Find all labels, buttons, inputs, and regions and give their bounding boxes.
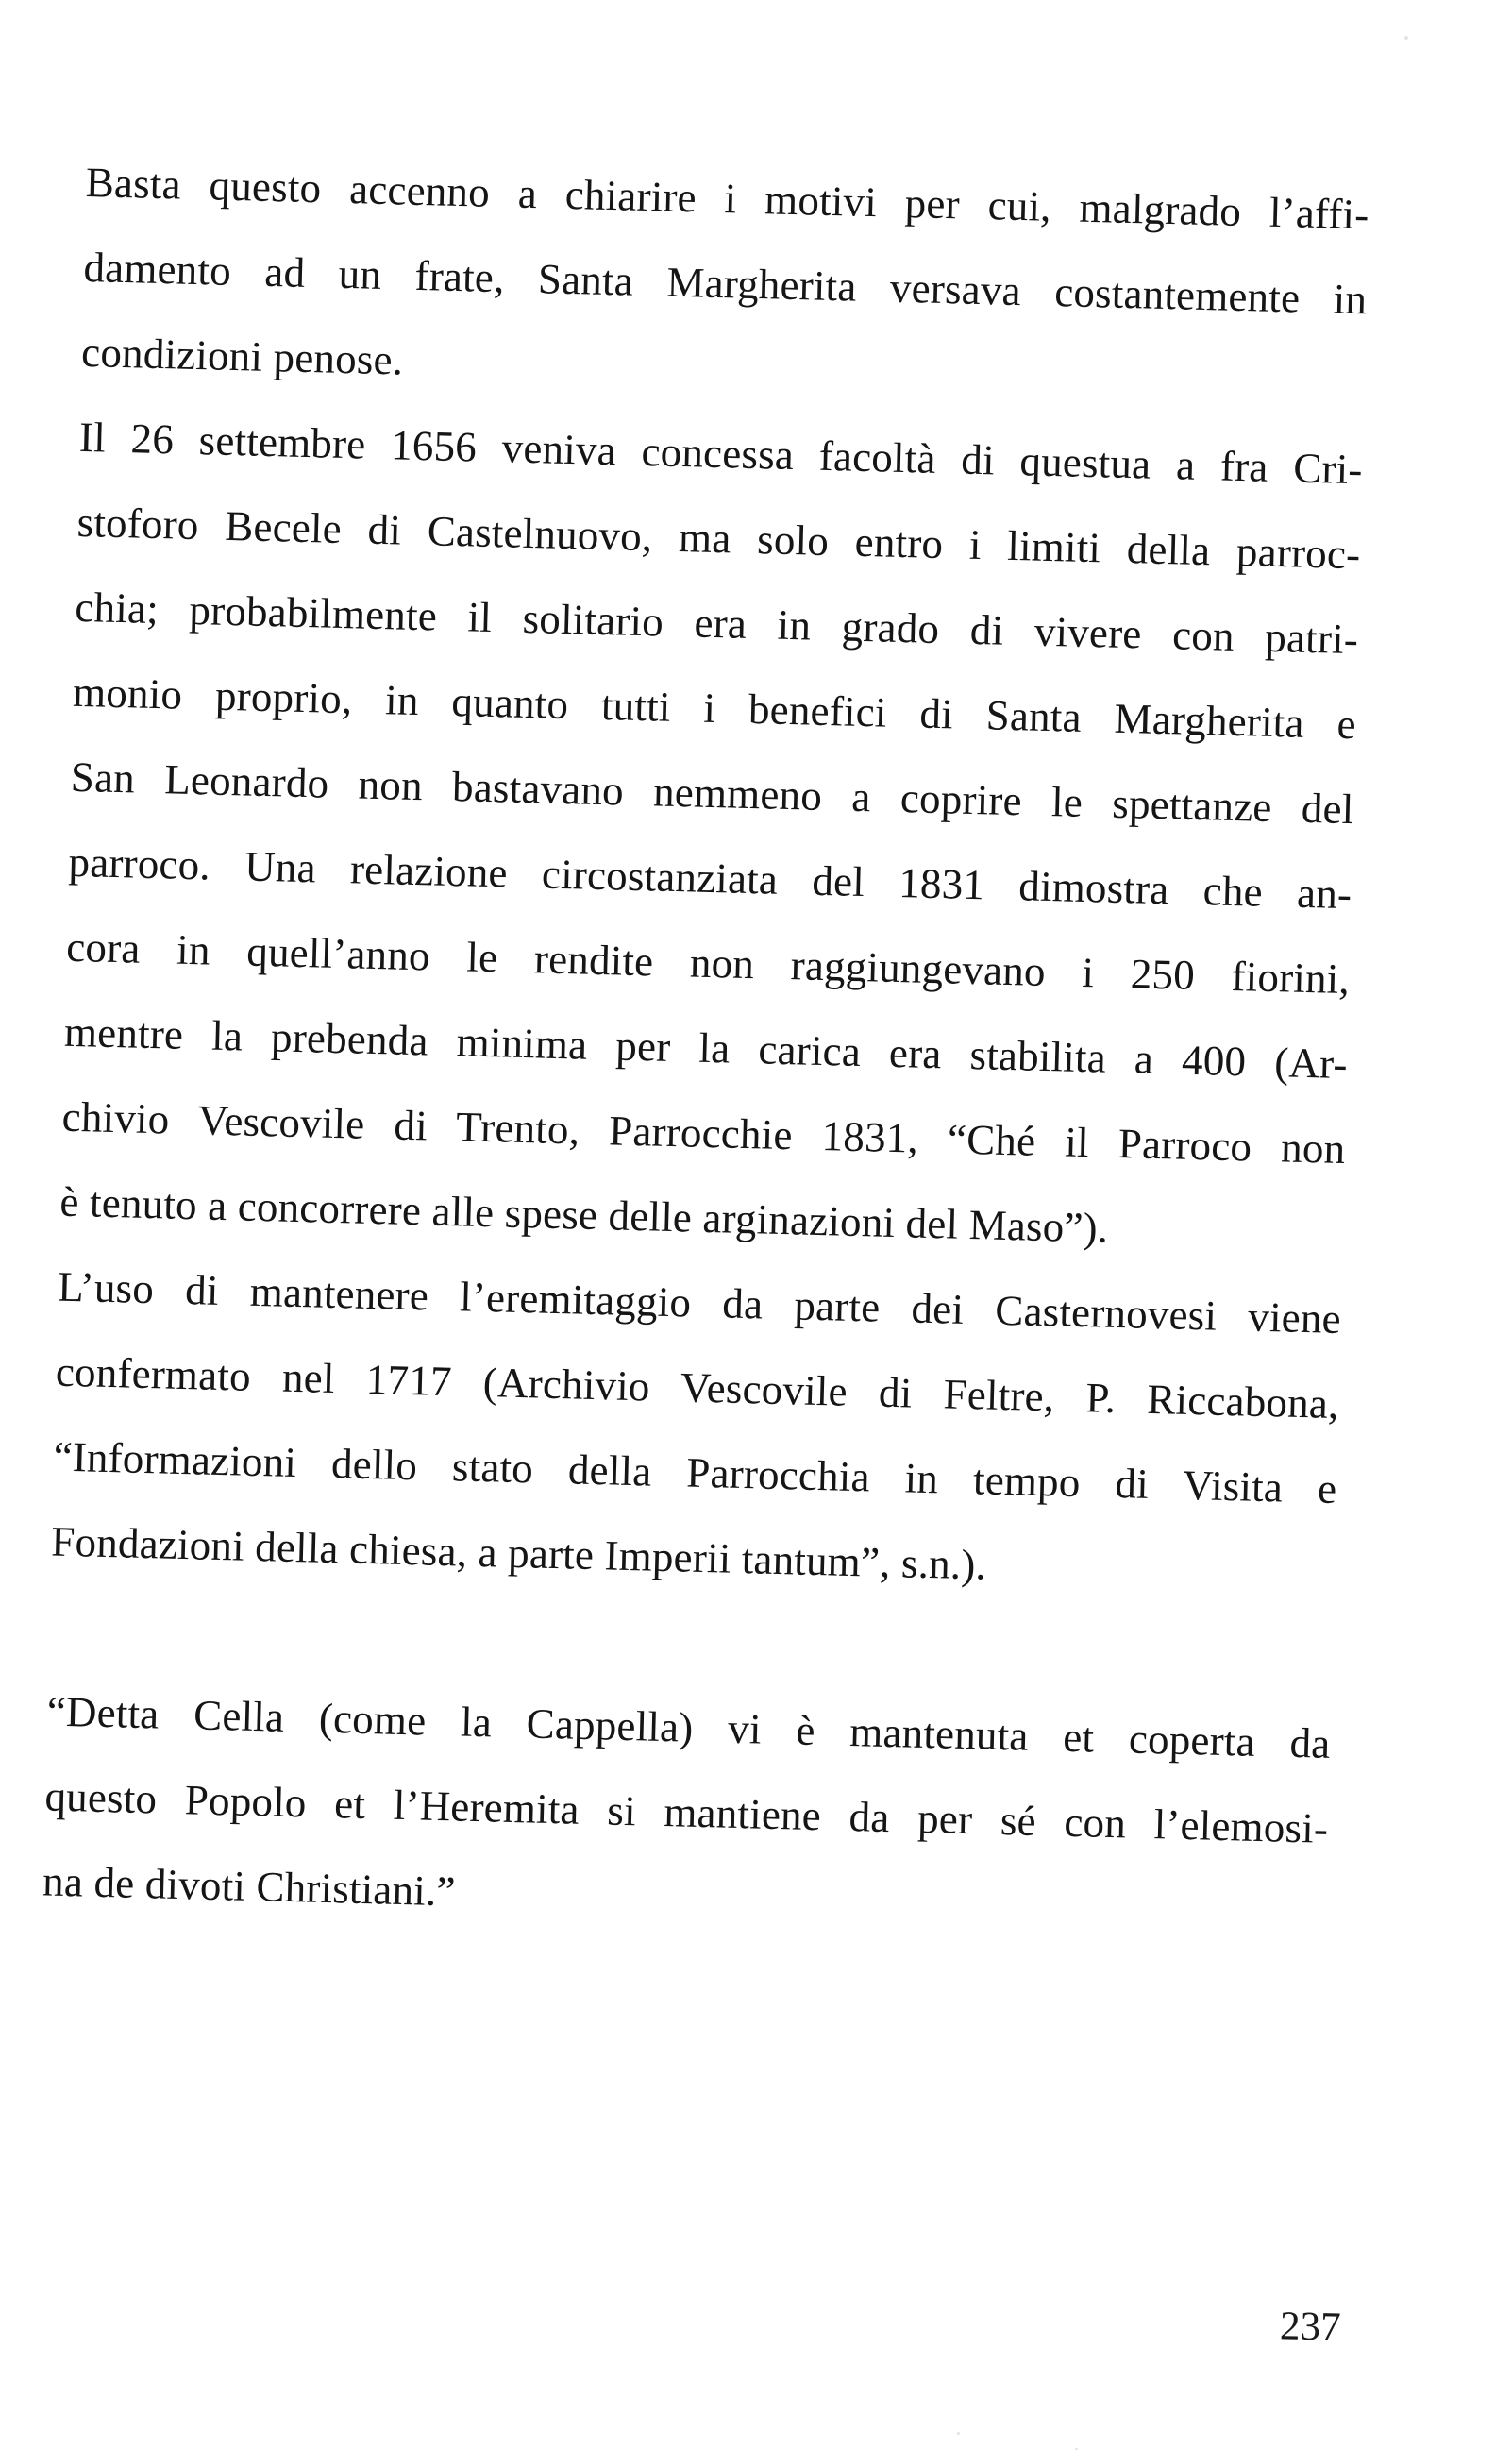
paragraph-quote (42, 1668, 1331, 1955)
text-line: “Detta Cella (come la Cappella) vi è mantenuta et coperta da (46, 1687, 1332, 1767)
page-number: 237 (1279, 2304, 1341, 2350)
text-line: na de divoti Christiani.” (42, 1857, 457, 1916)
text-line: chivio Vescovile di Trento, Parrocchie 1831, “Ché il Parroco non (61, 1092, 1347, 1174)
paragraph (50, 1244, 1342, 1616)
text-line: L’uso di mantenere l’eremitaggio da parte dei Casternovesi viene (57, 1262, 1342, 1343)
text-line: Fondazioni della chiesa, a parte Imperii tantum”, s.n.). (50, 1517, 987, 1589)
text-line: Il 26 settembre 1656 veniva concessa facoltà di questua a fra Cri- (78, 413, 1364, 494)
text-line: monio proprio, in quanto tutti i benefici di Santa Margherita e (72, 667, 1357, 749)
text-line: San Leonardo non bastavano nemmeno a coprire le spettanze del (70, 752, 1355, 834)
text-line: cora in quell’anno le rendite non raggiungevano i 250 fiorini, (65, 922, 1351, 1004)
page-text-block (42, 140, 1369, 1956)
scan-speck (1404, 36, 1408, 40)
text-line: damento ad un frate, Santa Margherita versava costantemente in (82, 243, 1368, 324)
scan-speck (957, 2432, 960, 2435)
paragraph (80, 140, 1369, 427)
text-line: chia; probabilmente il solitario era in grado di vivere con patri- (74, 583, 1359, 664)
text-line: Basta questo accenno a chiarire i motivi per cui, malgrado l’affi- (85, 158, 1370, 239)
text-line: parroco. Una relazione circostanziata del 1831 dimostra che an- (68, 837, 1352, 919)
text-line: è tenuto a concorrere alle spese delle arginazioni del Maso”). (59, 1177, 1109, 1252)
text-line: “Informazioni dello stato della Parrocchia in tempo di Visita e (53, 1432, 1337, 1512)
text-line: stoforo Becele di Castelnuovo, ma solo entro i limiti della parroc- (76, 498, 1361, 579)
text-line: confermato nel 1717 (Archivio Vescovile di Feltre, P. Riccabona, (55, 1347, 1340, 1428)
paragraph (59, 395, 1363, 1276)
text-line: questo Popolo et l’Heremita si mantiene da per sé con l’elemosi- (43, 1772, 1329, 1852)
text-line: mentre la prebenda minima per la carica era stabilita a 400 (Ar- (63, 1007, 1349, 1089)
text-line: condizioni penose. (80, 328, 404, 384)
